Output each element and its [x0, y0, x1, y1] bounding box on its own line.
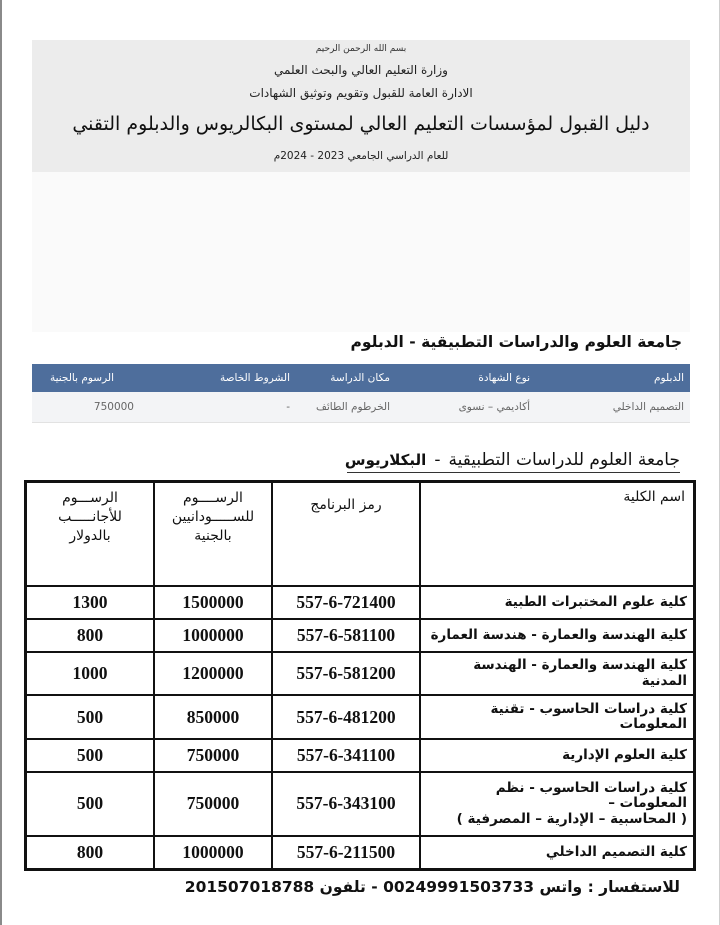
- college-name: كلية الهندسة والعمارة - هندسة العمارة: [420, 619, 695, 652]
- bachelor-kind: البكلاريوس: [344, 451, 427, 469]
- document-header: [32, 40, 690, 172]
- col-college-name: اسم الكلية: [420, 482, 695, 587]
- fee-sd-line-3: بالجنية: [194, 527, 232, 544]
- college-name: كلية علوم المختبرات الطبية: [420, 586, 695, 619]
- diploma-col-location: مكان الدراسة: [330, 372, 390, 384]
- bachelor-table: [24, 480, 696, 871]
- program-code: 557-6-211500: [272, 836, 420, 870]
- program-code: 557-6-341100: [272, 739, 420, 772]
- ministry-name: وزارة التعليم العالي والبحث العلمي: [274, 63, 448, 77]
- table-row: [26, 836, 695, 870]
- diploma-conditions: -: [286, 401, 290, 413]
- fee-sudanese: 750000: [154, 739, 272, 772]
- fee-sudanese: 1000000: [154, 619, 272, 652]
- basmala: بسم الله الرحمن الرحيم: [315, 44, 407, 54]
- fee-sudanese: 1000000: [154, 836, 272, 870]
- guide-title: دليل القبول لمؤسسات التعليم العالي لمستوى البكالريوس والدبلوم التقني: [72, 113, 650, 135]
- college-name: كلية دراسات الحاسوب - تقنية المعلومات: [420, 695, 695, 739]
- fee-sudanese: 1200000: [154, 652, 272, 696]
- table-row: [26, 652, 695, 696]
- diploma-fee: 750000: [93, 401, 134, 413]
- fee-sudanese: 750000: [154, 772, 272, 836]
- college-name: [420, 772, 695, 836]
- table-row: [26, 695, 695, 739]
- fee-sudanese: 1500000: [154, 586, 272, 619]
- contact-footer: للاستفسار : واتس 00249991503733 - تلفون 201507018788: [184, 878, 680, 896]
- diploma-section-title: جامعة العلوم والدراسات التطبيقية - الدبلوم: [350, 333, 682, 351]
- fee-foreign: 500: [26, 695, 155, 739]
- college-name-line-1: كلية دراسات الحاسوب - نظم المعلومات –: [495, 779, 687, 812]
- college-name: كلية الهندسة والعمارة - الهندسة المدنية: [420, 652, 695, 696]
- title-underline: [347, 472, 680, 473]
- diploma-location: الخرطوم الطائف: [315, 401, 390, 413]
- college-name: كلية التصميم الداخلي: [420, 836, 695, 870]
- college-name-line-2: ( المحاسبية – الإدارية – المصرفية ): [456, 810, 687, 827]
- department-name: الادارة العامة للقبول وتقويم وتوثيق الشهادات: [249, 86, 473, 100]
- diploma-col-certificate: نوع الشهادة: [478, 372, 530, 384]
- program-code: 557-6-581100: [272, 619, 420, 652]
- col-fee-sudanese: [154, 482, 272, 587]
- program-code: 557-6-481200: [272, 695, 420, 739]
- blank-area: [32, 172, 690, 332]
- fee-sd-line-1: الرســــوم: [183, 490, 243, 506]
- fee-foreign: 800: [26, 619, 155, 652]
- diploma-table-header: [32, 364, 690, 392]
- fee-sd-line-2: للســـــودانيين: [171, 508, 255, 525]
- fee-usd-line-2: للأجانـــــب: [58, 508, 122, 525]
- table-row: [26, 772, 695, 836]
- fee-foreign: 800: [26, 836, 155, 870]
- program-code: 557-6-581200: [272, 652, 420, 696]
- bachelor-title-separator: -: [434, 450, 441, 470]
- col-fee-foreign: [26, 482, 155, 587]
- diploma-col-conditions: الشروط الخاصة: [219, 372, 290, 384]
- diploma-table-row: [32, 392, 690, 423]
- fee-usd-line-1: الرســـوم: [62, 490, 118, 506]
- table-row: [26, 619, 695, 652]
- col-program-code: رمز البرنامج: [272, 482, 420, 587]
- academic-year: للعام الدراسي الجامعي 2023 - 2024م: [273, 150, 449, 162]
- bachelor-section-title: [345, 450, 680, 470]
- fee-foreign: 1300: [26, 586, 155, 619]
- page-left-border: [0, 0, 2, 925]
- diploma-program: التصميم الداخلي: [612, 401, 684, 413]
- bachelor-university-name: جامعة العلوم للدراسات التطبيقية: [448, 450, 680, 470]
- college-name: كلية العلوم الإدارية: [420, 739, 695, 772]
- diploma-table: [32, 364, 690, 423]
- fee-sudanese: 850000: [154, 695, 272, 739]
- program-code: 557-6-343100: [272, 772, 420, 836]
- fee-foreign: 500: [26, 739, 155, 772]
- fee-usd-line-3: بالدولار: [69, 527, 111, 544]
- fee-foreign: 500: [26, 772, 155, 836]
- diploma-certificate: أكاديمي – نسوى: [458, 401, 530, 413]
- program-code: 557-6-721400: [272, 586, 420, 619]
- diploma-col-fees: الرسوم بالجنية: [49, 372, 114, 384]
- table-row: [26, 739, 695, 772]
- table-row: [26, 586, 695, 619]
- bachelor-table-header: [26, 482, 695, 587]
- diploma-col-program: الدبلوم: [654, 372, 684, 384]
- fee-foreign: 1000: [26, 652, 155, 696]
